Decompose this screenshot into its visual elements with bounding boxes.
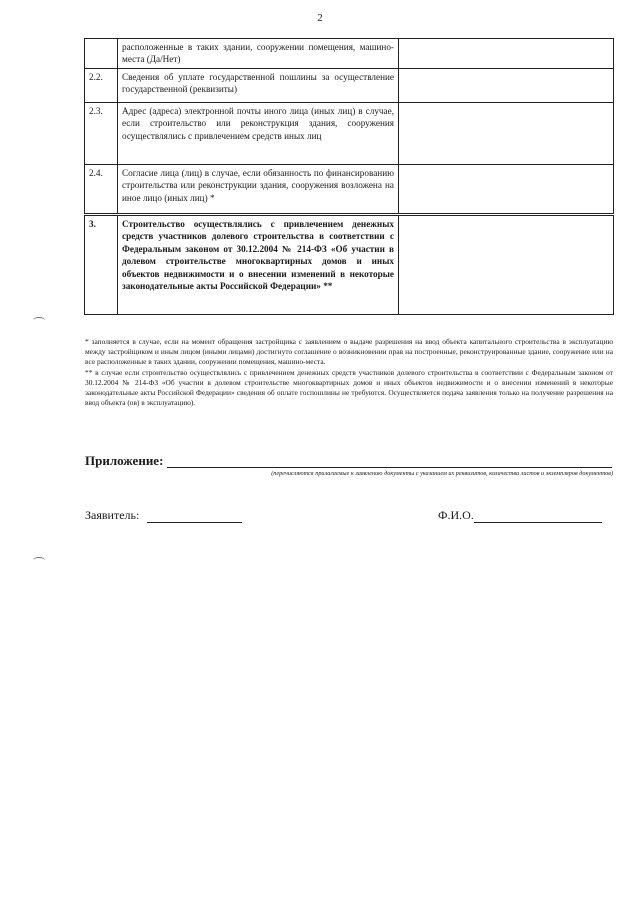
row-number: 3. <box>85 214 118 314</box>
footnotes <box>85 337 613 409</box>
margin-mark <box>33 317 45 324</box>
attachments-section <box>85 452 613 477</box>
row-number: 2.2. <box>85 68 118 102</box>
row-value <box>399 68 614 102</box>
row-value <box>399 164 614 214</box>
row-text: Адрес (адреса) электронной почты иного лица (иных лиц) в случае, если строительство или реконструкция здания, сооружения осуществлялись с привлечением средств иных лиц <box>118 102 399 164</box>
table-row <box>85 214 614 314</box>
margin-mark <box>33 557 45 564</box>
footnote-2: ** в случае если строительство осуществлялись с привлечением денежных средств участников долевого строительства в соответствии с Федеральным законом от 30.12.2004 № 214-ФЗ «Об участии в долевом строительстве многоквартирных домов и иных объектов недвижимости и о внесении изменений в некоторые законодательные акты Российской Федерации» сведения об оплате госпошлины не требуются. Осуществляется подача заявления только на получение разрешения на ввод объекта (ов) в эксплуатацию). <box>85 367 613 408</box>
table-row <box>85 68 614 102</box>
row-text: Строительство осуществлялись с привлечением денежных средств участников долевого строительства в соответствии с Федеральным законом от 30.12.2004 № 214-ФЗ «Об участии в долевом строительстве многоквартирных домов и иных объектов недвижимости и о внесении изменений в некоторые законодательные акты Российской Федерации» ** <box>118 214 399 314</box>
table-row <box>85 102 614 164</box>
attachments-label: Приложение: <box>85 453 164 468</box>
page-number: 2 <box>317 12 323 24</box>
row-number: 2.4. <box>85 164 118 214</box>
attachments-input-line[interactable] <box>167 467 612 468</box>
attachments-hint: (перечисляются прилагаемые к заявлению документы с указанием их реквизитов, количества листов и экземпляров документов) <box>271 470 613 477</box>
footnote-1: * заполняется в случае, если на момент обращения застройщика с заявлением о выдаче разрешения на ввод объекта капитального строительства в эксплуатацию между застройщиком и иным лицом (иными лицами) достигнуто соглашение о возникновении прав на построенные, реконструированные здание, сооружение или на все расположенные в таких здании, сооружении помещения, машино-места. <box>85 337 613 367</box>
fio-line[interactable] <box>474 510 602 523</box>
row-text: Согласие лица (лиц) в случае, если обязанность по финансированию строительства или реконструкции здания, сооружения возложена на иное лицо (иных лиц) * <box>118 164 399 214</box>
application-table <box>84 38 614 315</box>
row-number: 2.3. <box>85 102 118 164</box>
row-value <box>399 214 614 314</box>
table-row <box>85 164 614 214</box>
applicant-label: Заявитель: <box>85 508 140 522</box>
fio-label: Ф.И.О. <box>438 508 474 522</box>
table-row <box>85 39 614 69</box>
row-value <box>399 39 614 69</box>
applicant-signature <box>85 508 242 523</box>
applicant-signature-line[interactable] <box>147 510 242 523</box>
row-text: Сведения об уплате государственной пошлины за осуществление государственной (реквизиты) <box>118 68 399 102</box>
row-value <box>399 102 614 164</box>
fio-field <box>438 508 602 523</box>
row-number <box>85 39 118 69</box>
row-text: расположенные в таких здании, сооружении помещения, машино-места (Да/Нет) <box>118 39 399 69</box>
